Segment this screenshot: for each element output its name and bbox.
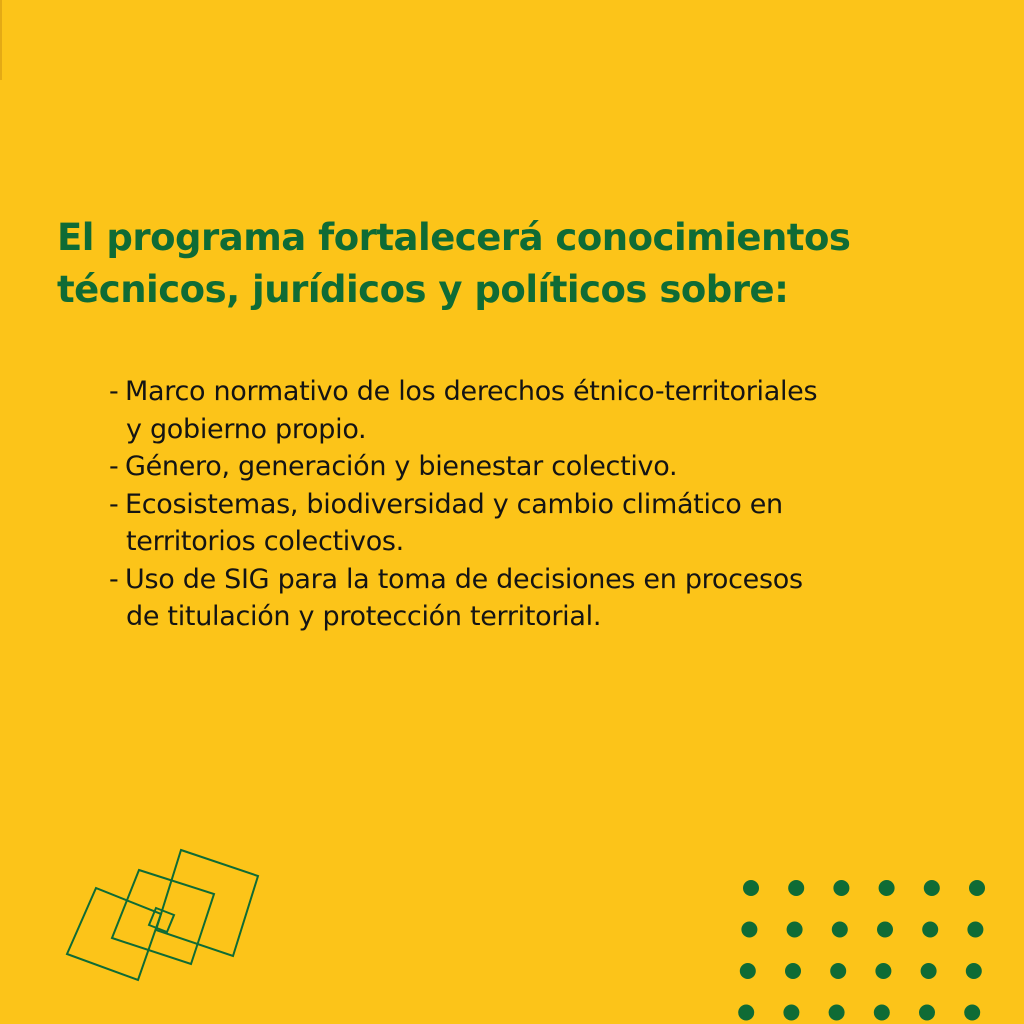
grid-dot: [743, 880, 759, 896]
grid-dot: [783, 1005, 799, 1021]
topic-line: territorios colectivos.: [126, 526, 404, 557]
grid-dot: [833, 880, 849, 896]
topic-line: y gobierno propio.: [126, 413, 367, 445]
topic-dash: -: [109, 451, 119, 482]
topic-line: Marco normativo de los derechos étnico-territoriales: [125, 376, 818, 407]
grid-dot: [877, 922, 893, 938]
topic-line: Ecosistemas, biodiversidad y cambio climático en: [125, 488, 783, 520]
grid-dot: [740, 963, 756, 979]
square-outline: [112, 870, 214, 964]
grid-dot: [788, 880, 804, 896]
topic-item-gis: [109, 561, 989, 636]
topic-item-ecosystems: [109, 486, 989, 561]
topic-list: [109, 373, 989, 636]
square-outline: [156, 850, 258, 956]
grid-dot: [832, 922, 848, 938]
topic-item-gender: [109, 448, 989, 486]
grid-dot: [921, 963, 937, 979]
grid-dot: [830, 963, 846, 979]
grid-dot: [741, 922, 757, 938]
edge-mark: [0, 0, 2, 80]
grid-dot: [919, 1005, 935, 1021]
grid-dot: [874, 1005, 890, 1021]
grid-dot: [966, 963, 982, 979]
topic-line: Género, generación y bienestar colectivo.: [125, 451, 678, 482]
overlapping-squares-icon: [60, 840, 270, 1000]
topic-dash: -: [109, 563, 119, 595]
grid-dot: [964, 1005, 980, 1021]
topic-dash: -: [109, 376, 119, 407]
grid-dot: [785, 963, 801, 979]
grid-dot: [829, 1005, 845, 1021]
grid-dot: [967, 922, 983, 938]
heading: [57, 212, 957, 316]
grid-dot: [738, 1005, 754, 1021]
topic-dash: -: [109, 488, 119, 520]
heading-line-2: técnicos, jurídicos y políticos sobre:: [57, 268, 789, 311]
dot-grid-icon: [735, 875, 995, 1024]
topic-item-legal-framework: [109, 373, 989, 448]
topic-line: Uso de SIG para la toma de decisiones en procesos: [125, 563, 803, 595]
grid-dot: [787, 922, 803, 938]
grid-dot: [924, 880, 940, 896]
grid-dot: [879, 880, 895, 896]
grid-dot: [875, 963, 891, 979]
heading-line-1: El programa fortalecerá conocimientos: [57, 216, 851, 259]
topic-line: de titulación y protección territorial.: [126, 601, 602, 632]
grid-dot: [969, 880, 985, 896]
grid-dot: [922, 922, 938, 938]
